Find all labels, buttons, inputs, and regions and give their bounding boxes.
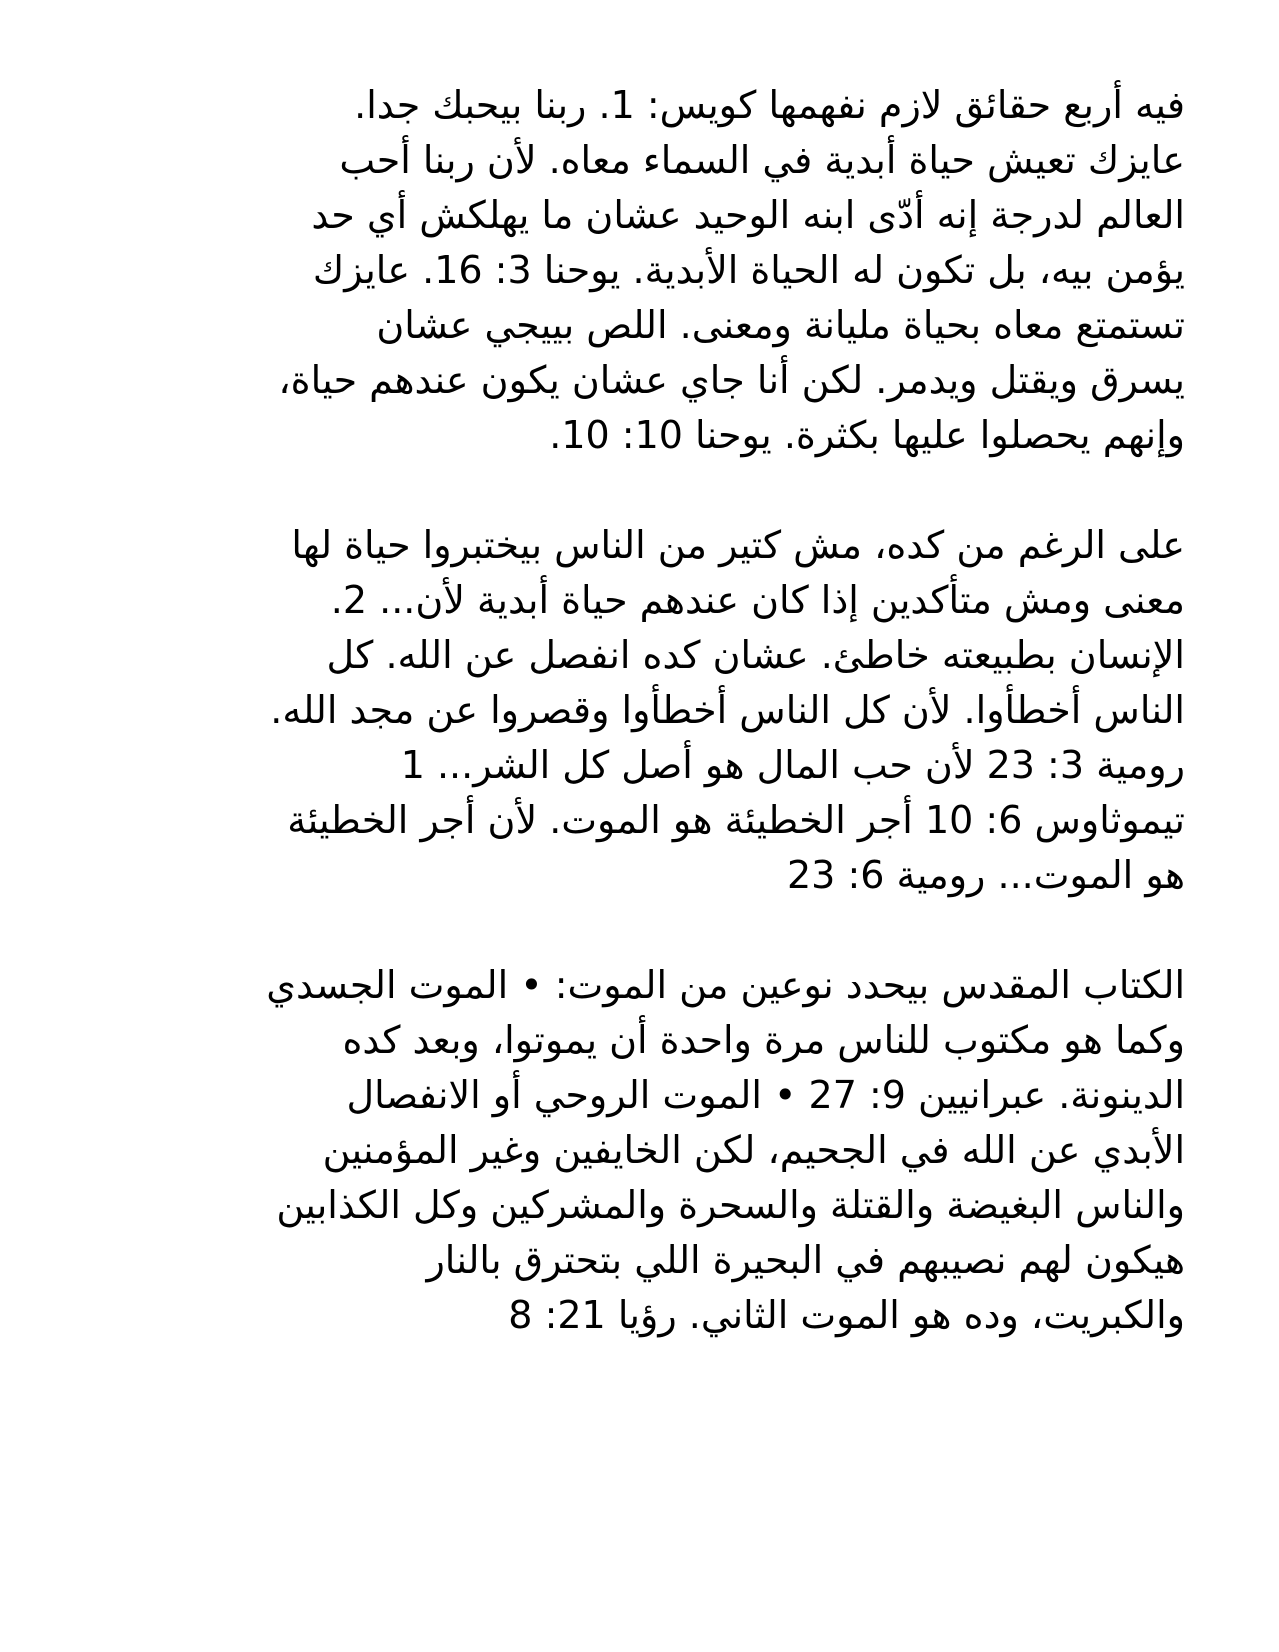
document-page xyxy=(80,78,1185,1638)
paragraph-four-truths: فيه أربع حقائق لازم نفهمها كويس: 1. ربنا بيحبك جدا. عايزك تعيش حياة أبدية في السماء معاه. لأن ربنا أحب العالم لدرجة إنه أدّى ابنه الوحيد عشان ما يهلكش أي حد يؤمن بيه، بل تكون له الحياة الأبدية. يوحنا 3: 16. عايزك تستمتع معاه بحياة مليانة ومعنى. اللص بييجي عشان يسرق ويقتل ويدمر. لكن أنا جاي عشان يكون عندهم حياة، وإنهم يحصلوا عليها بكثرة. يوحنا 10: 10. xyxy=(278,83,1185,457)
paragraph-sin-nature: على الرغم من كده، مش كتير من الناس بيختبروا حياة لها معنى ومش متأكدين إذا كان عندهم حياة أبدية لأن... 2. الإنسان بطبيعته خاطئ. عشان كده انفصل عن الله. كل الناس أخطأوا. لأن كل الناس أخطأوا وقصروا عن مجد الله. رومية 3: 23 لأن حب المال هو أصل كل الشر... 1 تيموثاوس 6: 10 أجر الخطيئة هو الموت. لأن أجر الخطيئة هو الموت... رومية 6: 23 xyxy=(270,523,1185,897)
paragraph-two-deaths: الكتاب المقدس بيحدد نوعين من الموت: • الموت الجسدي وكما هو مكتوب للناس مرة واحدة أن يموتوا، وبعد كده الدينونة. عبرانيين 9: 27 • الموت الروحي أو الانفصال الأبدي عن الله في الجحيم، لكن الخايفين وغير المؤمنين والناس البغيضة والقتلة والسحرة والمشركين وكل الكذابين هيكون لهم نصيبهم في البحيرة اللي بتحترق بالنار والكبريت، وده هو الموت الثاني. رؤيا 21: 8 xyxy=(266,963,1185,1337)
